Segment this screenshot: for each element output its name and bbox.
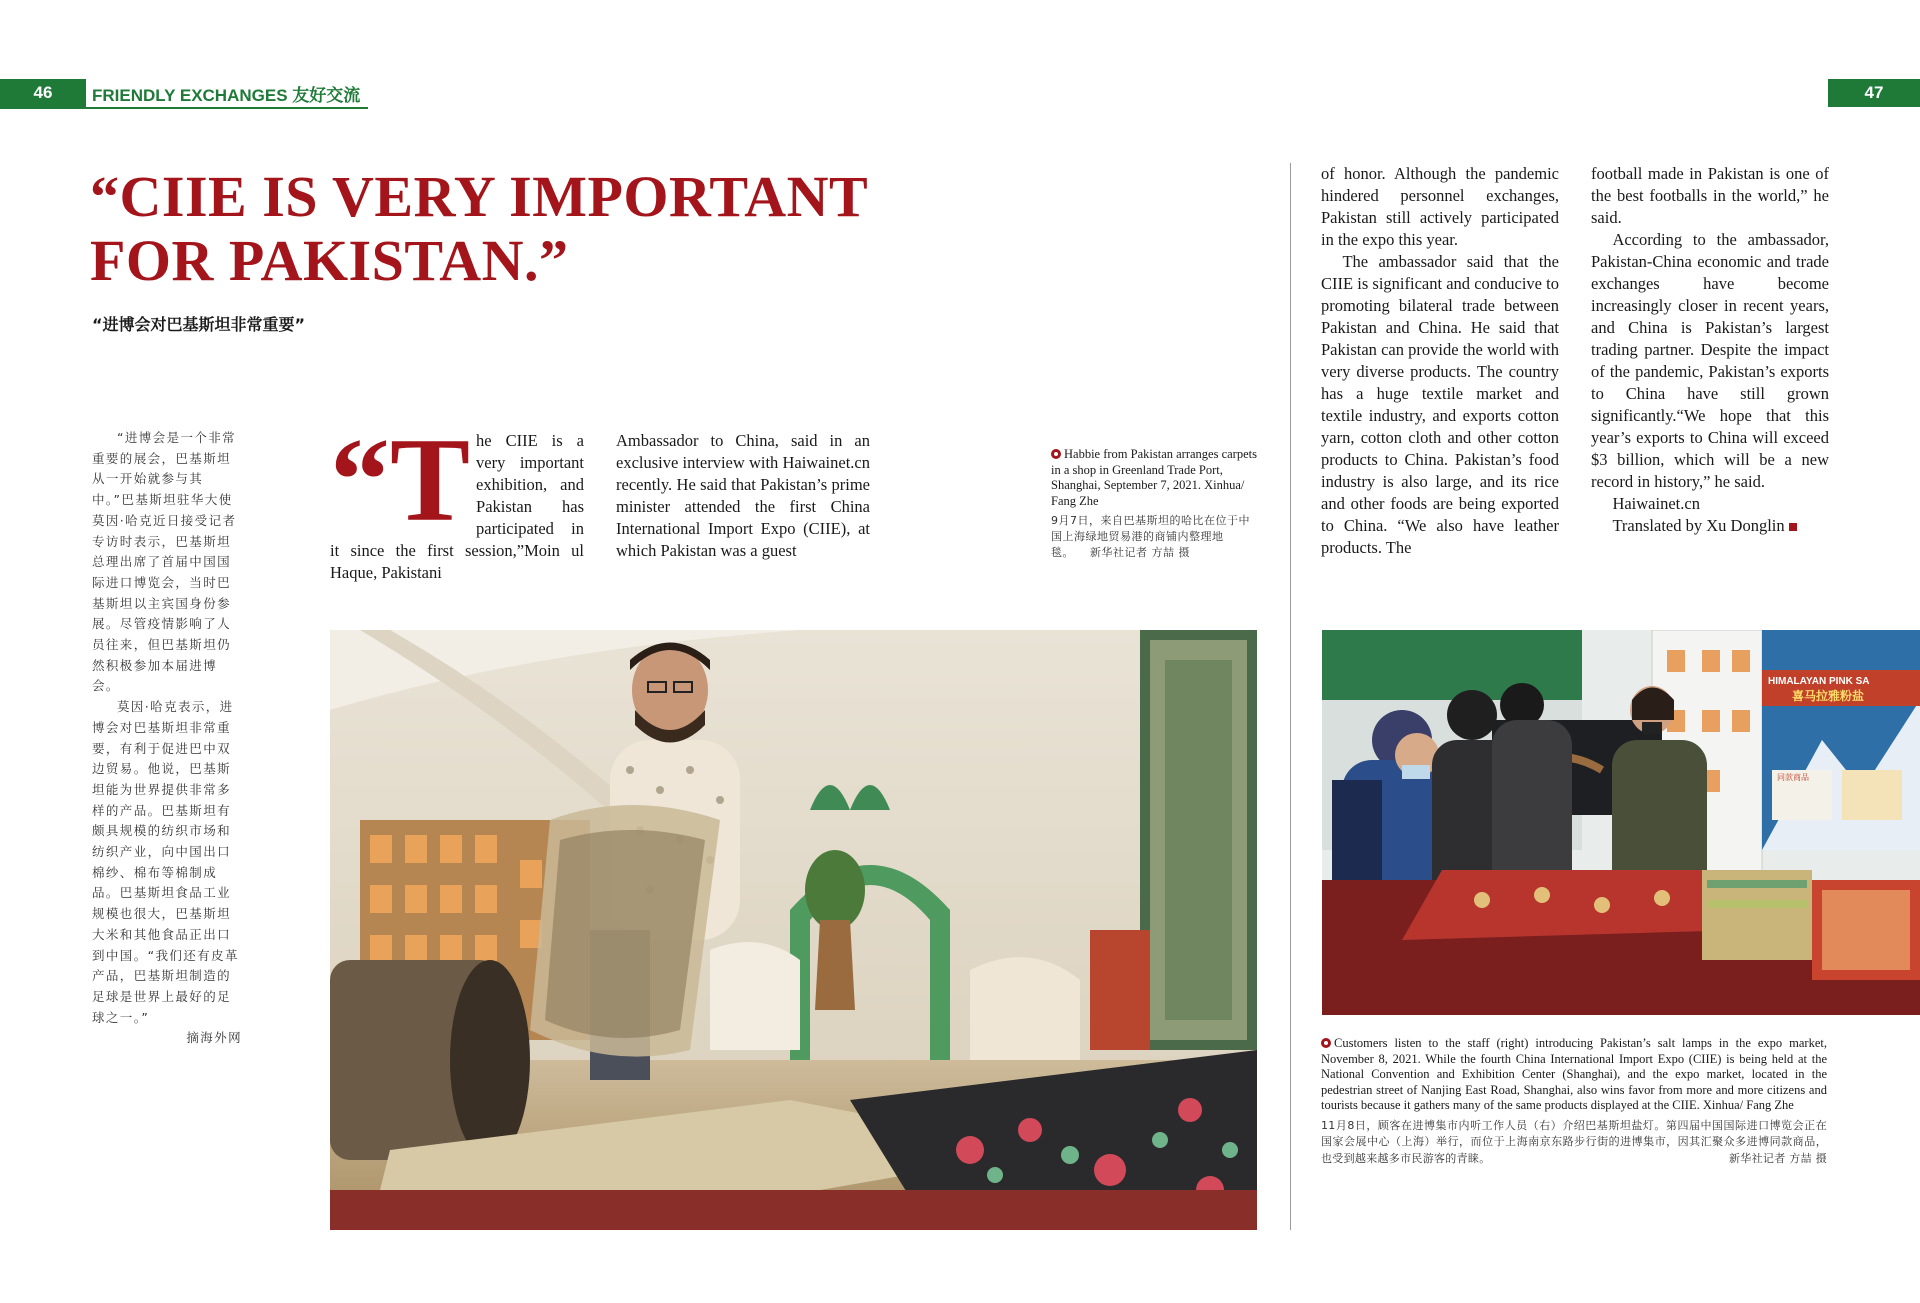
poster-box-label: 同款商品 <box>1777 773 1809 782</box>
article-col1-text: he CIIE is a very important exhibition, and Pakistan has participated in it since the first session,”Moin ul Haque, Pakistani <box>330 431 584 582</box>
chinese-para-1: “进博会是一个非常重要的展会，巴基斯坦从一开始就参与其中。”巴基斯坦驻华大使莫因·哈克近日接受记者专访时表示，巴基斯坦总理出席了首届中国国际进口博览会，当时巴基斯坦以主宾国身份参展。尽管疫情影响了人员往来，但巴基斯坦仍然积极参加本届进博会。 <box>92 430 237 694</box>
end-mark-icon <box>1789 523 1797 531</box>
photo1-caption <box>1051 447 1257 561</box>
article-translator: Translated by Xu Donglin <box>1591 515 1829 537</box>
photo2-caption-cn-credit: 新华社记者 方喆 摄 <box>1729 1151 1827 1165</box>
photo2-caption-cn: 11月8日，顾客在进博集市内听工作人员（右）介绍巴基斯坦盐灯。第四届中国国际进口博览会正在国家会展中心（上海）举行，而位于上海南京东路步行街的进博集市，因其汇聚众多进博同款商品，也受到越来越多市民游客的青睐。 <box>1321 1118 1827 1165</box>
article-col4-para2: According to the ambassador, Pakistan-China economic and trade exchanges have become increasingly closer in recent years, and China is Pakistan’s largest trading partner. Despite the impact of the pandemic, Pakistan’s exports to China have still grown significantly.“We hope that this year’s exports to China will exceed $3 billion, which will be a new record in history,” he said. <box>1591 230 1829 491</box>
column-divider <box>1290 163 1291 1230</box>
article-column-1 <box>330 413 584 584</box>
chinese-para-2: 莫因·哈克表示，进博会对巴基斯坦非常重要，有利于促进巴中双边贸易。他说，巴基斯坦能为世界提供非常多样的产品。巴基斯坦有颇具规模的纺织市场和纺织产业，向中国出口棉纱、棉布等棉制成品。巴基斯坦食品工业规模也很大，巴基斯坦大米和其他食品正出口到中国。“我们还有皮革产品，巴基斯坦制造的足球是世界上最好的足球之一。” <box>92 699 239 1025</box>
photo2-caption-en: Customers listen to the staff (right) introducing Pakistan’s salt lamps in the expo market, November 8, 2021. While the fourth China International Import Expo (CIIE) is being held at the National Convention and Exhibition Center (Shanghai), and the expo market, located in the pedestrian street of Nanjing East Road, Shanghai, also wins favor from more and more citizens and tourists because it gathers many of the same products displayed at the CIIE. Xinhua/ Fang Zhe <box>1321 1036 1827 1113</box>
headline-line1: “CIIE IS VERY IMPORTANT <box>90 164 869 229</box>
chinese-source: 摘海外网 <box>186 1030 242 1046</box>
article-col2-text: Ambassador to China, said in an exclusive interview with Haiwainet.cn recently. He said that Pakistan’s prime minister attended the first China International Import Expo (CIIE), at which Pakistan was a guest <box>616 431 870 560</box>
drop-cap: “T <box>330 413 471 546</box>
article-column-3 <box>1321 163 1559 559</box>
article-source: Haiwainet.cn <box>1612 494 1700 513</box>
photo-salt-lamp-stand <box>1322 630 1920 1015</box>
article-column-4 <box>1591 163 1829 537</box>
photo1-caption-cn: 9月7日，来自巴基斯坦的哈比在位于中国上海绿地贸易港的商铺内整理地毯。 <box>1051 514 1250 559</box>
headline-line2: FOR PAKISTAN.” <box>90 228 569 293</box>
photo1-caption-cn-credit: 新华社记者 方喆 摄 <box>1090 546 1190 559</box>
article-column-2 <box>616 430 870 562</box>
page-number-right: 47 <box>1828 79 1920 107</box>
photo-carpet-shop <box>330 630 1257 1230</box>
poster-sign-en: HIMALAYAN PINK SA <box>1768 676 1870 687</box>
caption-marker-icon <box>1321 1038 1331 1048</box>
article-col4-para1: football made in Pakistan is one of the best footballs in the world,” he said. <box>1591 164 1829 227</box>
chinese-column <box>92 428 242 1049</box>
article-col3-para2: The ambassador said that the CIIE is significant and conducive to promoting bilateral trade between Pakistan and China. He said that Pakistan can provide the world with very diverse products. The country has a huge textile market and textile industry, and exports cotton yarn, cotton cloth and other cotton products to China. Pakistan’s food industry is also large, and its rice and other foods are being exported to China. “We also have leather products. The <box>1321 252 1559 557</box>
caption-marker-icon <box>1051 449 1061 459</box>
photo1-caption-en: Habbie from Pakistan arranges carpets in a shop in Greenland Trade Port, Shanghai, September 7, 2021. Xinhua/ Fang Zhe <box>1051 447 1257 508</box>
header-rule <box>0 107 368 109</box>
poster-sign-cn: 喜马拉雅粉盐 <box>1792 689 1865 703</box>
photo2-caption <box>1321 1036 1827 1167</box>
page-number-left: 46 <box>0 79 86 107</box>
article-col3-para1: of honor. Although the pandemic hindered personnel exchanges, Pakistan still actively participated in the expo this year. <box>1321 164 1559 249</box>
section-title: FRIENDLY EXCHANGES 友好交流 <box>92 85 361 105</box>
headline-subtitle-cn: “进博会对巴基斯坦非常重要” <box>92 315 306 334</box>
headline <box>90 165 890 293</box>
